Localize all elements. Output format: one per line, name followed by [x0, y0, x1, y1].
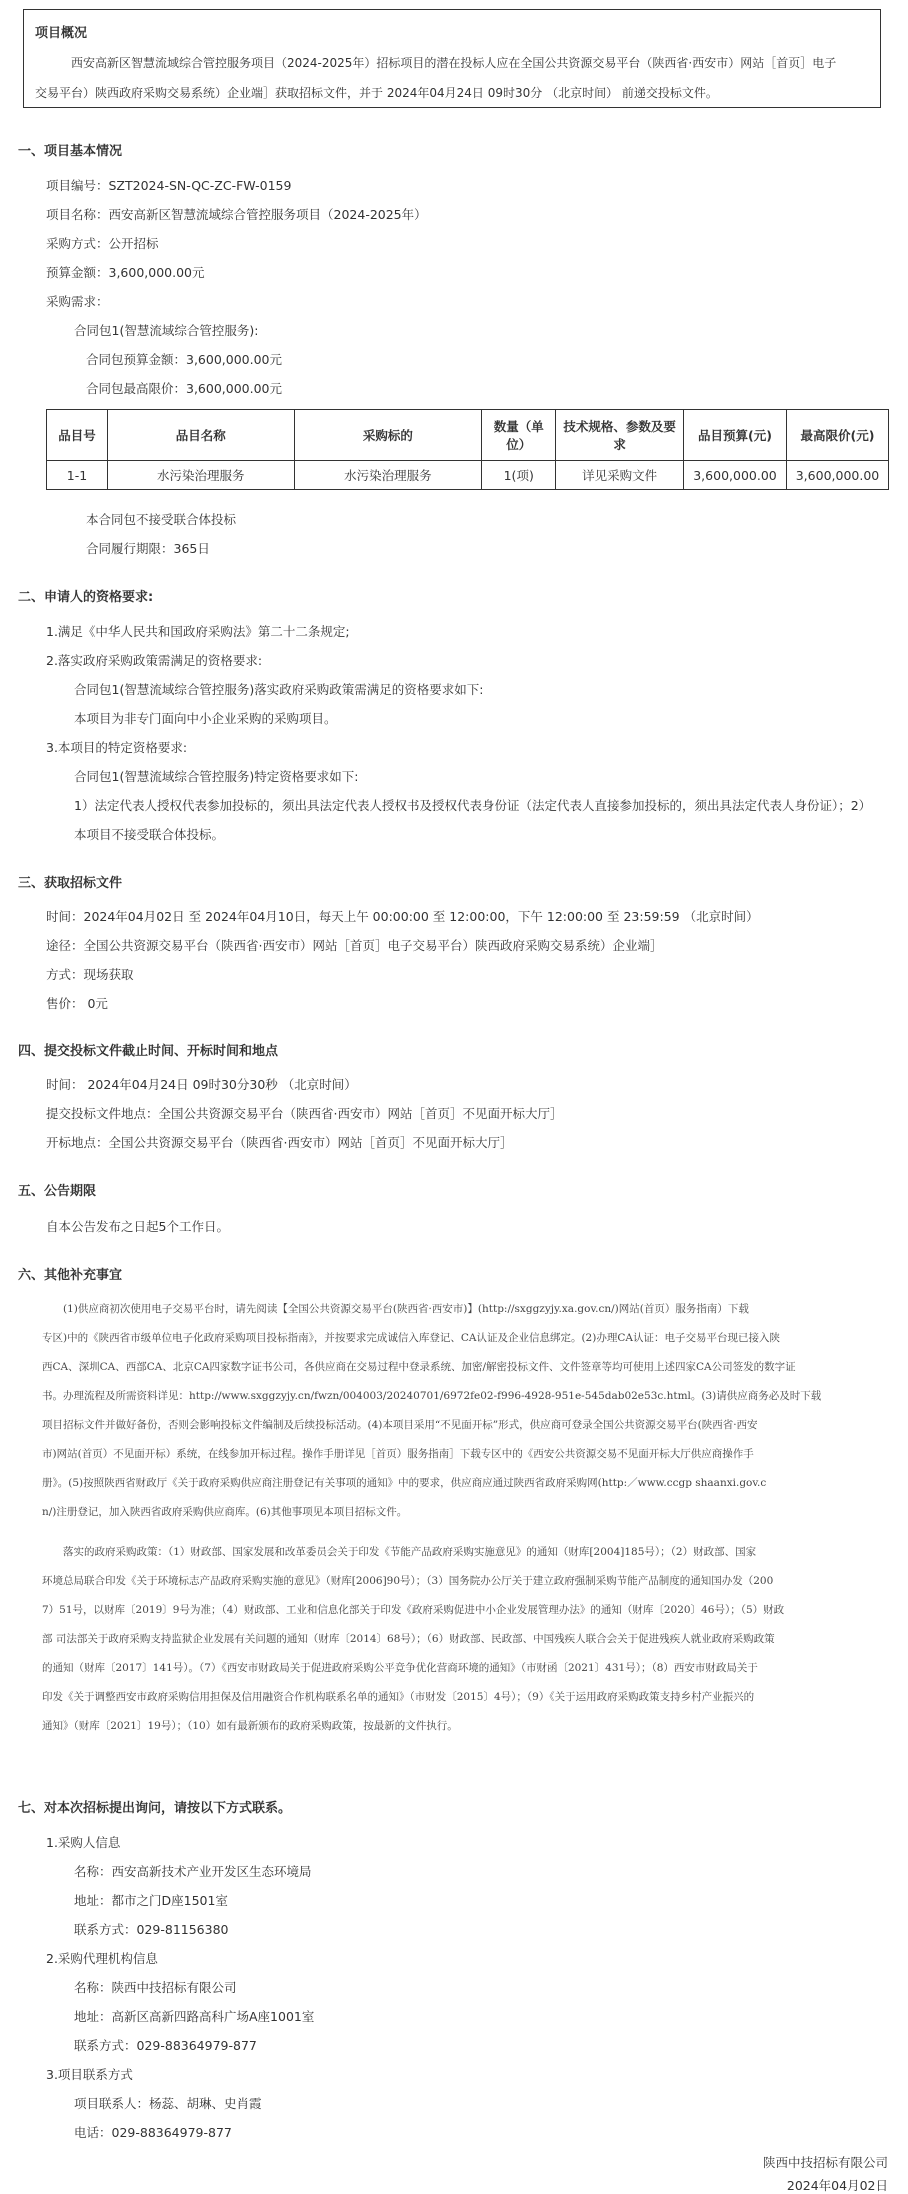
package-budget: 合同包预算金额：3,600,000.00元 [86, 352, 282, 367]
policy-line: 的通知（财库〔2017〕141号）。（7）《西安市财政局关于促进政府采购公平竞争优化营商环境的通知》（市财函〔2021〕431号）；（8）西安市财政局关于 [42, 1662, 758, 1674]
supplement-line: 市)网站(首页）不见面开标）系统，在线参加开标过程。操作手册详见［首页）服务指南］下载专区中的《西安公共资源交易不见面开标大厅供应商操作手 [42, 1448, 754, 1460]
submit-location: 提交投标文件地点：全国公共资源交易平台（陕西省·西安市）网站［首页］不见面开标大厅］ [46, 1106, 563, 1121]
contact-phone: 电话：029-88364979-877 [74, 2125, 232, 2140]
table-cell: 3,600,000.00 [786, 461, 888, 490]
table-header: 数量（单位） [482, 410, 556, 461]
overview-text-line-2: 交易平台）陕西政府采购交易系统）企业端］获取招标文件，并于 2024年04月24日 09时30分 （北京时间） 前递交投标文件。 [35, 86, 718, 100]
table-cell: 1-1 [47, 461, 108, 490]
qualification-line: 合同包1(智慧流域综合管控服务)特定资格要求如下: [74, 769, 359, 784]
table-header: 采购标的 [294, 410, 482, 461]
section-6-heading: 六、其他补充事宜 [18, 1268, 123, 1283]
supplement-line: 书。办理流程及所需资料详见：http://www.sxggzyjy.cn/fwzn/004003/20240701/6972fe02-f996-4928-951e-545dab02e53c.html。(3)请供应商务必及时下载 [42, 1390, 822, 1402]
announcement-period: 自本公告发布之日起5个工作日。 [46, 1219, 229, 1234]
section-7-heading: 七、对本次招标提出询问，请按以下方式联系。 [18, 1801, 292, 1816]
qualification-line: 3.本项目的特定资格要求: [46, 740, 188, 755]
agent-address: 地址：高新区高新四路高科广场A座1001室 [74, 2009, 315, 2024]
table-cell: 详见采购文件 [556, 461, 684, 490]
policy-line: 环境总局联合印发《关于环境标志产品政府采购实施的意见》（财库[2006]90号）；（3）国务院办公厅关于建立政府强制采购节能产品制度的通知国办发（200 [42, 1575, 774, 1587]
qualification-line: 2.落实政府采购政策需满足的资格要求: [46, 653, 263, 668]
policy-line: 通知》（财库〔2021〕19号）；（10）如有最新颁布的政府采购政策，按最新的文件执行。 [42, 1720, 458, 1732]
overview-title: 项目概况 [35, 26, 88, 41]
section-4-heading: 四、提交投标文件截止时间、开标时间和地点 [18, 1044, 279, 1059]
table-header: 品目名称 [107, 410, 294, 461]
table-cell: 水污染治理服务 [294, 461, 482, 490]
opening-location: 开标地点：全国公共资源交易平台（陕西省·西安市）网站［首页］不见面开标大厅］ [46, 1135, 513, 1150]
overview-text-line-1: 西安高新区智慧流域综合管控服务项目（2024-2025年）招标项目的潜在投标人应在全国公共资源交易平台（陕西省·西安市）网站［首页］电子 [71, 56, 837, 70]
document-price: 售价： 0元 [46, 996, 108, 1011]
supplement-line: (1)供应商初次使用电子交易平台时，请先阅读【全国公共资源交易平台(陕西省·西安市)】(http://sxggzyjy.xa.gov.cn/)网站(首页）服务指南）下载 [42, 1303, 749, 1315]
table-header: 品目号 [47, 410, 108, 461]
acquire-time: 时间：2024年04月02日 至 2024年04月10日，每天上午 00:00:00 至 12:00:00，下午 12:00:00 至 23:59:59 （北京时间） [46, 909, 759, 924]
qualification-line: 合同包1(智慧流域综合管控服务)落实政府采购政策需满足的资格要求如下: [74, 682, 484, 697]
supplement-line: 专区)中的《陕西省市级单位电子化政府采购项目投标指南》，并按要求完成诚信入库登记、CA认证及企业信息绑定。(2)办理CA认证：电子交易平台现已接入陕 [42, 1332, 780, 1344]
package-max-price: 合同包最高限价：3,600,000.00元 [86, 381, 282, 396]
policy-line: 印发《关于调整西安市政府采购信用担保及信用融资合作机构联系名单的通知》（市财发〔2015〕4号）；（9）《关于运用政府采购政策支持乡村产业振兴的 [42, 1691, 755, 1703]
table-row [47, 461, 889, 490]
buyer-phone: 联系方式：029-81156380 [74, 1922, 229, 1937]
table-cell: 1(项) [482, 461, 556, 490]
policy-line: 落实的政府采购政策：（1）财政部、国家发展和改革委员会关于印发《节能产品政府采购实施意见》的通知（财库[2004]185号）；（2）财政部、国家 [42, 1546, 757, 1558]
supplement-line: 册》。(5)按照陕西省财政厅《关于政府采购供应商注册登记有关事项的通知》中的要求，供应商应通过陕西省政府采购网(http:／www.ccgp shaanxi.gov.c [42, 1477, 767, 1489]
budget-amount: 预算金额：3,600,000.00元 [46, 265, 205, 280]
footer-company: 陕西中技招标有限公司 [762, 2155, 888, 2170]
acquire-mode: 方式：现场获取 [46, 967, 134, 982]
deadline-time: 时间： 2024年04月24日 09时30分30秒 （北京时间） [46, 1077, 357, 1092]
project-number: 项目编号：SZT2024-SN-QC-ZC-FW-0159 [46, 178, 292, 193]
table-header: 技术规格、参数及要求 [556, 410, 684, 461]
no-union-note: 本合同包不接受联合体投标 [86, 512, 237, 527]
table-cell: 水污染治理服务 [107, 461, 294, 490]
table-header-row [47, 410, 889, 461]
policy-line: 7）51号，以财库〔2019〕9号为准；（4）财政部、工业和信息化部关于印发《政府采购促进中小企业发展管理办法》的通知（财库〔2020〕46号）；（5）财政 [42, 1604, 785, 1616]
policy-line: 部 司法部关于政府采购支持监狱企业发展有关问题的通知（财库〔2014〕68号）；（6）财政部、民政部、中国残疾人联合会关于促进残疾人就业政府采购政策 [42, 1633, 775, 1645]
buyer-info-title: 1.采购人信息 [46, 1835, 121, 1850]
table-header: 最高限价(元) [786, 410, 888, 461]
supplement-line: n/)注册登记，加入陕西省政府采购供应商库。(6)其他事项见本项目招标文件。 [42, 1506, 408, 1518]
table-header: 品目预算(元) [684, 410, 787, 461]
project-name: 项目名称：西安高新区智慧流域综合管控服务项目（2024-2025年） [46, 207, 427, 222]
section-5-heading: 五、公告期限 [18, 1184, 97, 1199]
supplement-line: 项目招标文件并做好备份，否则会影响投标文件编制及后续投标活动。(4)本项目采用“不见面开标”形式，供应商可登录全国公共资源交易平台(陕西省·西安 [42, 1419, 758, 1431]
agent-name: 名称：陕西中技招标有限公司 [74, 1980, 237, 1995]
section-3-heading: 三、获取招标文件 [18, 876, 123, 891]
project-overview-box [23, 9, 881, 108]
table-cell: 3,600,000.00 [684, 461, 787, 490]
qualification-line: 1.满足《中华人民共和国政府采购法》第二十二条规定; [46, 624, 350, 639]
qualification-line: 1）法定代表人授权代表参加投标的，须出具法定代表人授权书及授权代表身份证（法定代表人直接参加投标的，须出具法定代表人身份证）；2） [74, 798, 872, 813]
contact-people: 项目联系人：杨蕊、胡琳、史肖霞 [74, 2096, 262, 2111]
procurement-method: 采购方式：公开招标 [46, 236, 159, 251]
contract-term: 合同履行期限：365日 [86, 541, 210, 556]
agent-phone: 联系方式：029-88364979-877 [74, 2038, 257, 2053]
contract-package: 合同包1(智慧流域综合管控服务): [74, 323, 259, 338]
section-1-heading: 一、项目基本情况 [18, 144, 123, 159]
section-2-heading: 二、申请人的资格要求: [18, 590, 154, 605]
footer-date: 2024年04月02日 [786, 2178, 888, 2193]
procurement-demand: 采购需求： [46, 294, 109, 309]
contact-info-title: 3.项目联系方式 [46, 2067, 133, 2082]
qualification-line: 本项目为非专门面向中小企业采购的采购项目。 [74, 711, 337, 726]
buyer-address: 地址：都市之门D座1501室 [74, 1893, 228, 1908]
qualification-line: 本项目不接受联合体投标。 [74, 827, 225, 842]
agent-info-title: 2.采购代理机构信息 [46, 1951, 158, 1966]
supplement-line: 西CA、深圳CA、西部CA、北京CA四家数字证书公司，各供应商在交易过程中登录系统、加密/解密投标文件、文件签章等均可使用上述四家CA公司签发的数字证 [42, 1361, 796, 1373]
buyer-name: 名称：西安高新技术产业开发区生态环境局 [74, 1864, 312, 1879]
items-table [46, 409, 889, 490]
acquire-way: 途径：全国公共资源交易平台（陕西省·西安市）网站［首页］电子交易平台）陕西政府采购交易系统）企业端］ [46, 938, 663, 953]
